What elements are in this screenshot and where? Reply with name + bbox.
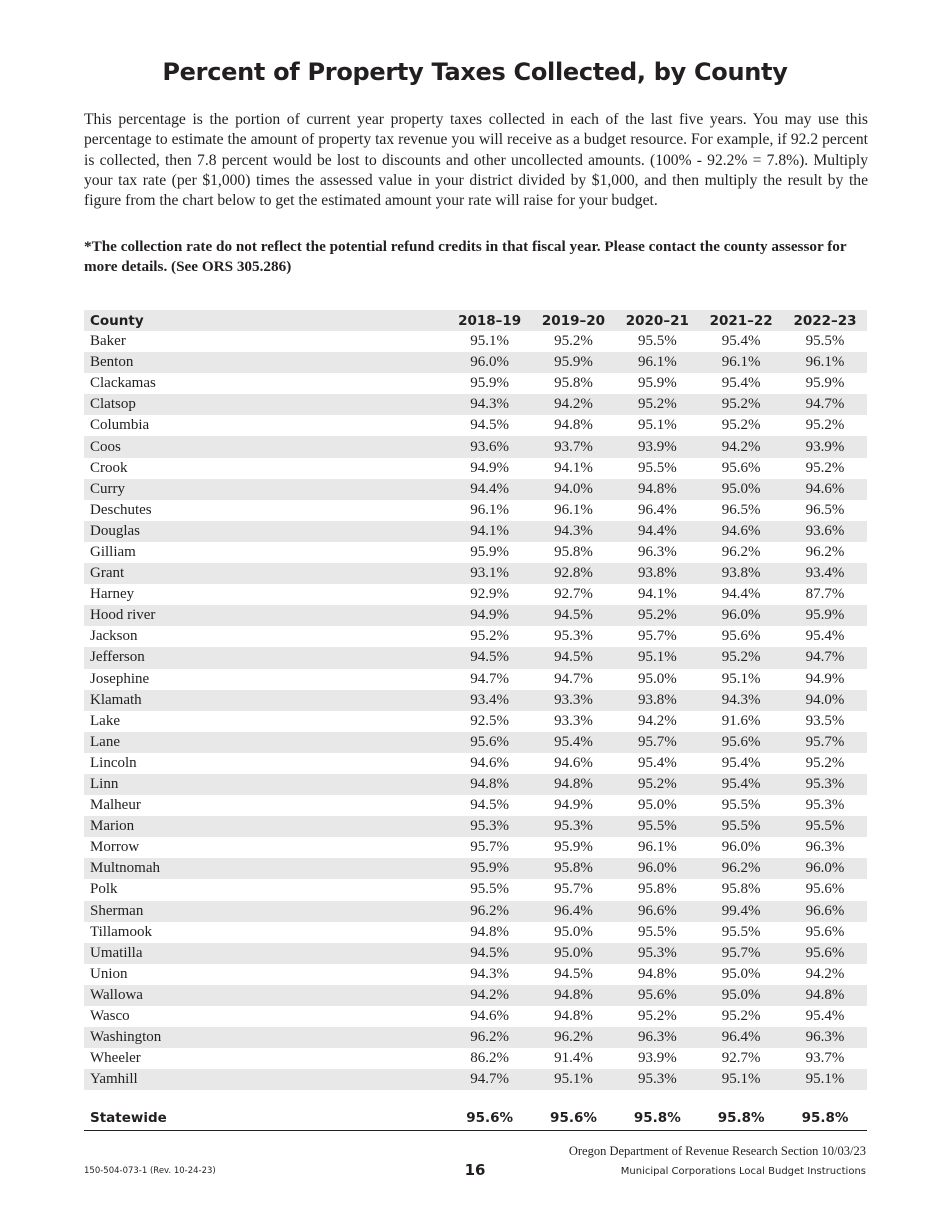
collection-rate-cell: 96.1% — [554, 501, 593, 518]
collection-rate-cell: 94.3% — [699, 690, 783, 711]
collection-rate-cell: 96.6% — [615, 901, 699, 922]
collection-rate-cell: 94.5% — [532, 605, 616, 626]
collection-rate-cell: 95.1% — [699, 1069, 783, 1090]
collection-rate-cell: 95.9% — [470, 543, 509, 560]
collection-rate-cell: 96.2% — [699, 858, 783, 879]
county-name: Lake — [90, 712, 120, 729]
collection-rate-cell: 95.2% — [699, 394, 783, 415]
collection-rate-cell: 95.4% — [721, 754, 761, 771]
collection-rate-cell: 94.8% — [554, 1008, 593, 1025]
table-row — [84, 1069, 867, 1090]
collection-rate-cell: 96.2% — [448, 901, 532, 922]
county-name: Baker — [90, 333, 126, 350]
county-name: Wasco — [90, 1008, 130, 1025]
collection-rate-cell: 95.5% — [721, 797, 761, 814]
collection-rate-cell: 94.5% — [448, 943, 532, 964]
county-name: Jackson — [90, 628, 138, 645]
collection-rate-cell: 94.9% — [554, 797, 593, 814]
table-header-row — [84, 310, 867, 331]
county-name: Benton — [84, 352, 448, 373]
table-row — [84, 605, 867, 626]
county-name: Crook — [90, 459, 128, 476]
county-name: Union — [90, 965, 128, 982]
collection-rate-cell: 95.0% — [637, 670, 677, 687]
collection-rate-cell: 94.9% — [448, 605, 532, 626]
collection-rate-cell: 96.2% — [805, 543, 845, 560]
collection-rate-cell: 94.7% — [470, 670, 509, 687]
collection-rate-cell: 95.0% — [554, 923, 593, 940]
county-name: Jefferson — [84, 647, 448, 668]
collection-rate-cell: 95.3% — [615, 1069, 699, 1090]
collection-rate-cell: 95.1% — [637, 417, 677, 434]
collection-rate-cell: 93.7% — [532, 436, 616, 457]
collection-rate-cell: 94.2% — [532, 394, 616, 415]
collection-rate-cell: 95.6% — [721, 459, 761, 476]
collection-rate-cell: 95.5% — [470, 881, 509, 898]
county-name: Coos — [84, 436, 448, 457]
statewide-label: Statewide — [84, 1106, 448, 1131]
collection-rate-cell: 96.1% — [470, 501, 509, 518]
table-row — [84, 816, 867, 837]
collection-rate-cell: 95.4% — [699, 774, 783, 795]
table-row — [84, 647, 867, 668]
collection-rate-cell: 95.2% — [805, 417, 845, 434]
collection-rate-cell: 94.5% — [554, 965, 593, 982]
collection-rate-cell: 95.6% — [699, 732, 783, 753]
collection-rate-cell: 95.5% — [699, 816, 783, 837]
collection-rate-cell: 95.2% — [615, 774, 699, 795]
collection-rate-cell: 96.4% — [637, 501, 677, 518]
collection-rate-cell: 94.9% — [805, 670, 845, 687]
statewide-value: 95.8% — [783, 1106, 867, 1131]
collection-rate-cell: 94.8% — [532, 774, 616, 795]
collection-rate-cell: 95.2% — [805, 754, 845, 771]
county-name: Linn — [84, 774, 448, 795]
collection-rate-cell: 96.5% — [805, 501, 845, 518]
collection-rate-cell: 95.4% — [532, 732, 616, 753]
table-row — [84, 500, 867, 521]
collection-rate-cell: 95.9% — [470, 375, 509, 392]
collection-rate-cell: 96.4% — [699, 1027, 783, 1048]
county-name: Multnomah — [84, 858, 448, 879]
collection-rate-cell: 95.7% — [699, 943, 783, 964]
table-row — [84, 352, 867, 373]
county-name: Wheeler — [90, 1050, 141, 1067]
collection-rate-cell: 95.5% — [783, 816, 867, 837]
collection-rate-cell: 95.2% — [805, 459, 845, 476]
collection-rate-cell: 95.2% — [615, 605, 699, 626]
collection-rate-cell: 94.7% — [783, 647, 867, 668]
table-row — [84, 922, 867, 943]
collection-rate-cell: 94.2% — [805, 965, 845, 982]
collection-rate-cell: 94.8% — [448, 774, 532, 795]
table-row — [84, 985, 867, 1006]
collection-rate-cell: 93.6% — [783, 521, 867, 542]
header-2019-20: 2019–20 — [532, 310, 616, 331]
table-row — [84, 901, 867, 922]
collection-rate-cell: 95.9% — [532, 352, 616, 373]
header-2021-22: 2021–22 — [699, 310, 783, 331]
collection-rate-cell: 94.5% — [470, 417, 509, 434]
collection-rate-cell: 94.8% — [783, 985, 867, 1006]
statewide-value: 95.8% — [699, 1106, 783, 1131]
publication-title: Municipal Corporations Local Budget Instructions — [620, 1166, 866, 1177]
table-row — [84, 943, 867, 964]
table-row — [84, 542, 867, 563]
collection-rate-cell: 94.0% — [783, 690, 867, 711]
collection-rate-cell: 95.7% — [637, 628, 677, 645]
county-name: Harney — [90, 586, 135, 603]
collection-rate-cell: 94.3% — [532, 521, 616, 542]
collection-rate-cell: 94.6% — [699, 521, 783, 542]
collection-rate-cell: 96.1% — [637, 839, 677, 856]
collection-rate-cell: 93.9% — [615, 436, 699, 457]
collection-rate-cell: 93.4% — [448, 690, 532, 711]
collection-rate-cell: 94.4% — [721, 586, 761, 603]
collection-rate-cell: 96.5% — [721, 501, 761, 518]
collection-rate-cell: 95.2% — [554, 333, 593, 350]
table-row — [84, 331, 867, 352]
collection-rate-cell: 95.8% — [637, 881, 677, 898]
collection-rate-cell: 95.9% — [783, 605, 867, 626]
collection-rate-cell: 95.1% — [470, 333, 509, 350]
statewide-value: 95.6% — [532, 1106, 616, 1131]
collection-rate-cell: 96.1% — [699, 352, 783, 373]
collection-rate-cell: 96.6% — [783, 901, 867, 922]
county-name: Lane — [84, 732, 448, 753]
county-name: Washington — [84, 1027, 448, 1048]
collection-rate-cell: 95.8% — [554, 543, 593, 560]
collection-rate-cell: 95.3% — [783, 774, 867, 795]
statewide-value: 95.6% — [448, 1106, 532, 1131]
collection-rate-cell: 95.9% — [805, 375, 845, 392]
table-row — [84, 458, 867, 479]
form-number: 150-504-073-1 (Rev. 10-24-23) — [84, 1166, 216, 1176]
county-name: Columbia — [90, 417, 150, 434]
collection-rate-cell: 96.3% — [615, 1027, 699, 1048]
header-2018-19: 2018–19 — [448, 310, 532, 331]
collection-rate-cell: 91.6% — [721, 712, 761, 729]
county-name: Umatilla — [84, 943, 448, 964]
county-name: Grant — [84, 563, 448, 584]
collection-rate-cell: 94.8% — [637, 965, 677, 982]
collection-rate-cell: 94.7% — [448, 1069, 532, 1090]
collection-rate-cell: 95.3% — [448, 816, 532, 837]
collection-rate-cell: 95.6% — [721, 628, 761, 645]
collection-rate-cell: 95.4% — [805, 1008, 845, 1025]
statewide-row — [84, 1106, 867, 1131]
collection-rate-cell: 95.3% — [554, 628, 593, 645]
collection-rate-cell: 95.0% — [699, 985, 783, 1006]
collection-rate-cell: 95.4% — [805, 628, 845, 645]
table-row — [84, 711, 867, 732]
collection-rate-cell: 95.4% — [721, 333, 761, 350]
collection-rate-cell: 92.7% — [721, 1050, 761, 1067]
source-credit: Oregon Department of Revenue Research Section 10/03/23 — [568, 1144, 866, 1158]
collection-rate-cell: 94.1% — [637, 586, 677, 603]
collection-rate-cell: 96.3% — [805, 839, 845, 856]
header-2020-21: 2020–21 — [615, 310, 699, 331]
collection-rate-cell: 95.9% — [637, 375, 677, 392]
table-row — [84, 1048, 867, 1069]
collection-rate-cell: 93.1% — [448, 563, 532, 584]
collection-rate-cell: 87.7% — [805, 586, 845, 603]
page-title: Percent of Property Taxes Collected, by County — [162, 58, 788, 86]
collection-rate-cell: 94.2% — [448, 985, 532, 1006]
collection-rate-cell: 96.3% — [783, 1027, 867, 1048]
table-row — [84, 626, 867, 647]
table-body — [84, 331, 867, 1090]
collection-rate-cell: 96.0% — [783, 858, 867, 879]
collection-rate-cell: 95.6% — [448, 732, 532, 753]
table-row — [84, 795, 867, 816]
table-row — [84, 373, 867, 394]
header-county: County — [84, 310, 448, 331]
county-name: Gilliam — [90, 543, 136, 560]
collection-rate-cell: 93.4% — [783, 563, 867, 584]
county-name: Josephine — [90, 670, 150, 687]
collection-rate-cell: 95.7% — [470, 839, 509, 856]
collection-rate-cell: 94.6% — [554, 754, 593, 771]
table-row — [84, 753, 867, 774]
county-name: Curry — [84, 479, 448, 500]
collection-rate-cell: 93.3% — [532, 690, 616, 711]
collection-rate-cell: 94.8% — [615, 479, 699, 500]
county-name: Hood river — [84, 605, 448, 626]
collection-rate-cell: 93.3% — [554, 712, 593, 729]
collection-rate-cell: 95.2% — [721, 1008, 761, 1025]
collection-rate-cell: 93.5% — [805, 712, 845, 729]
collection-rate-cell: 92.9% — [470, 586, 509, 603]
collection-rate-cell: 96.2% — [448, 1027, 532, 1048]
table-spacer-row — [84, 1090, 867, 1106]
county-name: Clatsop — [84, 394, 448, 415]
collection-rate-cell: 95.5% — [721, 923, 761, 940]
collection-rate-cell: 95.0% — [699, 479, 783, 500]
collection-rate-cell: 93.6% — [448, 436, 532, 457]
table-row — [84, 690, 867, 711]
county-name: Lincoln — [90, 754, 137, 771]
collection-rate-cell: 96.0% — [699, 605, 783, 626]
page-number: 16 — [464, 1161, 486, 1179]
collection-rate-cell: 95.2% — [470, 628, 509, 645]
collection-rate-cell: 95.9% — [554, 839, 593, 856]
collection-rate-cell: 95.1% — [783, 1069, 867, 1090]
table-row — [84, 964, 867, 985]
collection-rate-cell: 94.4% — [615, 521, 699, 542]
collection-rate-cell: 95.0% — [637, 797, 677, 814]
collection-rate-cell: 96.4% — [532, 901, 616, 922]
collection-rate-cell: 92.7% — [554, 586, 593, 603]
collection-rate-cell: 93.9% — [783, 436, 867, 457]
collection-rate-cell: 95.0% — [721, 965, 761, 982]
collection-rate-cell: 95.7% — [554, 881, 593, 898]
table-row — [84, 1006, 867, 1027]
county-name: Deschutes — [90, 501, 152, 518]
table-row — [84, 732, 867, 753]
table-row — [84, 394, 867, 415]
collection-rate-cell: 95.1% — [532, 1069, 616, 1090]
collection-rate-cell: 92.5% — [470, 712, 509, 729]
collection-rate-cell: 95.2% — [637, 1008, 677, 1025]
intro-paragraph: This percentage is the portion of current year property taxes collected in each of the last five years. You may use this percentage to estimate the amount of property tax revenue you will receive as a budget resource. For example, if 92.2 percent is collected, then 7.8 percent would be lost to discounts and other uncollected amounts. (100% - 92.2% = 7.8%). Multiply your tax rate (per $1,000) times the assessed value in your district divided by $1,000, and then multiply the result by the figure from the chart below to get the estimated amount your rate will raise for your budget. — [84, 111, 868, 210]
table-row — [84, 858, 867, 879]
collection-rate-cell: 94.7% — [783, 394, 867, 415]
collection-rate-cell: 95.6% — [783, 943, 867, 964]
collection-rate-cell: 95.6% — [615, 985, 699, 1006]
collection-rate-cell: 95.2% — [699, 647, 783, 668]
county-name: Douglas — [84, 521, 448, 542]
header-2022-23: 2022–23 — [783, 310, 867, 331]
statewide-value: 95.8% — [615, 1106, 699, 1131]
collection-rate-cell: 94.8% — [554, 417, 593, 434]
collection-rate-cell: 94.1% — [554, 459, 593, 476]
table-row — [84, 879, 867, 900]
collection-rate-cell: 94.2% — [637, 712, 677, 729]
county-name: Polk — [90, 881, 118, 898]
collection-rate-cell: 96.1% — [783, 352, 867, 373]
collection-rate-cell: 96.0% — [721, 839, 761, 856]
table-row — [84, 837, 867, 858]
collection-rate-cell: 95.5% — [637, 923, 677, 940]
collection-rate-cell: 95.1% — [721, 670, 761, 687]
collection-rate-cell: 94.6% — [470, 754, 509, 771]
collection-rate-cell: 94.7% — [554, 670, 593, 687]
collection-rate-cell: 96.1% — [615, 352, 699, 373]
collection-rate-cell: 96.3% — [637, 543, 677, 560]
collection-rate-cell: 96.2% — [721, 543, 761, 560]
table-row — [84, 521, 867, 542]
collection-rate-cell: 95.1% — [615, 647, 699, 668]
county-name: Wallowa — [84, 985, 448, 1006]
collection-rate-cell: 95.3% — [805, 797, 845, 814]
collection-rate-cell: 96.0% — [615, 858, 699, 879]
collection-rate-cell: 95.3% — [532, 816, 616, 837]
collection-rate-cell: 93.8% — [699, 563, 783, 584]
county-name: Morrow — [90, 839, 140, 856]
county-name: Sherman — [84, 901, 448, 922]
collection-rate-cell: 94.9% — [470, 459, 509, 476]
collection-rate-cell: 92.8% — [532, 563, 616, 584]
county-name: Tillamook — [90, 923, 152, 940]
county-name: Yamhill — [84, 1069, 448, 1090]
table-row — [84, 1027, 867, 1048]
collection-rate-cell: 95.5% — [637, 333, 677, 350]
collection-rate-cell: 94.5% — [448, 647, 532, 668]
table-row — [84, 415, 867, 436]
table-row — [84, 584, 867, 605]
collection-rate-cell: 95.5% — [805, 333, 845, 350]
collection-rate-cell: 94.6% — [783, 479, 867, 500]
refund-credit-note: *The collection rate do not reflect the potential refund credits in that fiscal year. Please contact the county assessor for more details. (See ORS 305.286) — [84, 238, 847, 275]
collection-rate-cell: 94.2% — [699, 436, 783, 457]
collection-rate-cell: 95.4% — [637, 754, 677, 771]
county-name: Klamath — [84, 690, 448, 711]
collection-rate-cell: 95.5% — [615, 816, 699, 837]
collection-rate-cell: 95.0% — [532, 943, 616, 964]
county-name: Malheur — [90, 797, 141, 814]
collection-rate-cell: 95.7% — [783, 732, 867, 753]
collection-rate-cell: 95.3% — [615, 943, 699, 964]
collection-rate-cell: 91.4% — [554, 1050, 593, 1067]
collection-rate-cell: 95.5% — [637, 459, 677, 476]
collection-rate-cell: 93.7% — [805, 1050, 845, 1067]
collection-rate-cell: 94.0% — [532, 479, 616, 500]
collection-rate-cell: 94.4% — [448, 479, 532, 500]
county-name: Marion — [84, 816, 448, 837]
collection-rate-cell: 95.2% — [721, 417, 761, 434]
collection-rate-cell: 95.9% — [448, 858, 532, 879]
collection-rate-cell: 93.9% — [637, 1050, 677, 1067]
collection-rate-table — [84, 310, 867, 1131]
collection-rate-cell: 94.1% — [448, 521, 532, 542]
collection-rate-cell: 95.8% — [532, 858, 616, 879]
collection-rate-cell: 94.8% — [532, 985, 616, 1006]
collection-rate-cell: 95.7% — [615, 732, 699, 753]
table-row — [84, 479, 867, 500]
collection-rate-cell: 86.2% — [470, 1050, 509, 1067]
collection-rate-cell: 96.0% — [448, 352, 532, 373]
collection-rate-cell: 95.8% — [721, 881, 761, 898]
table-row — [84, 774, 867, 795]
table-row — [84, 436, 867, 457]
collection-rate-cell: 93.8% — [615, 563, 699, 584]
collection-rate-cell: 94.5% — [470, 797, 509, 814]
collection-rate-cell: 94.6% — [470, 1008, 509, 1025]
collection-rate-cell: 93.8% — [615, 690, 699, 711]
collection-rate-cell: 94.3% — [448, 394, 532, 415]
collection-rate-cell: 95.6% — [805, 881, 845, 898]
collection-rate-cell: 95.8% — [554, 375, 593, 392]
table-row — [84, 563, 867, 584]
collection-rate-cell: 95.2% — [615, 394, 699, 415]
collection-rate-cell: 95.4% — [721, 375, 761, 392]
collection-rate-cell: 94.8% — [470, 923, 509, 940]
collection-rate-cell: 94.5% — [532, 647, 616, 668]
table-row — [84, 669, 867, 690]
collection-rate-cell: 96.2% — [532, 1027, 616, 1048]
county-name: Clackamas — [90, 375, 156, 392]
collection-rate-cell: 95.6% — [805, 923, 845, 940]
collection-rate-cell: 94.3% — [470, 965, 509, 982]
collection-rate-cell: 99.4% — [699, 901, 783, 922]
